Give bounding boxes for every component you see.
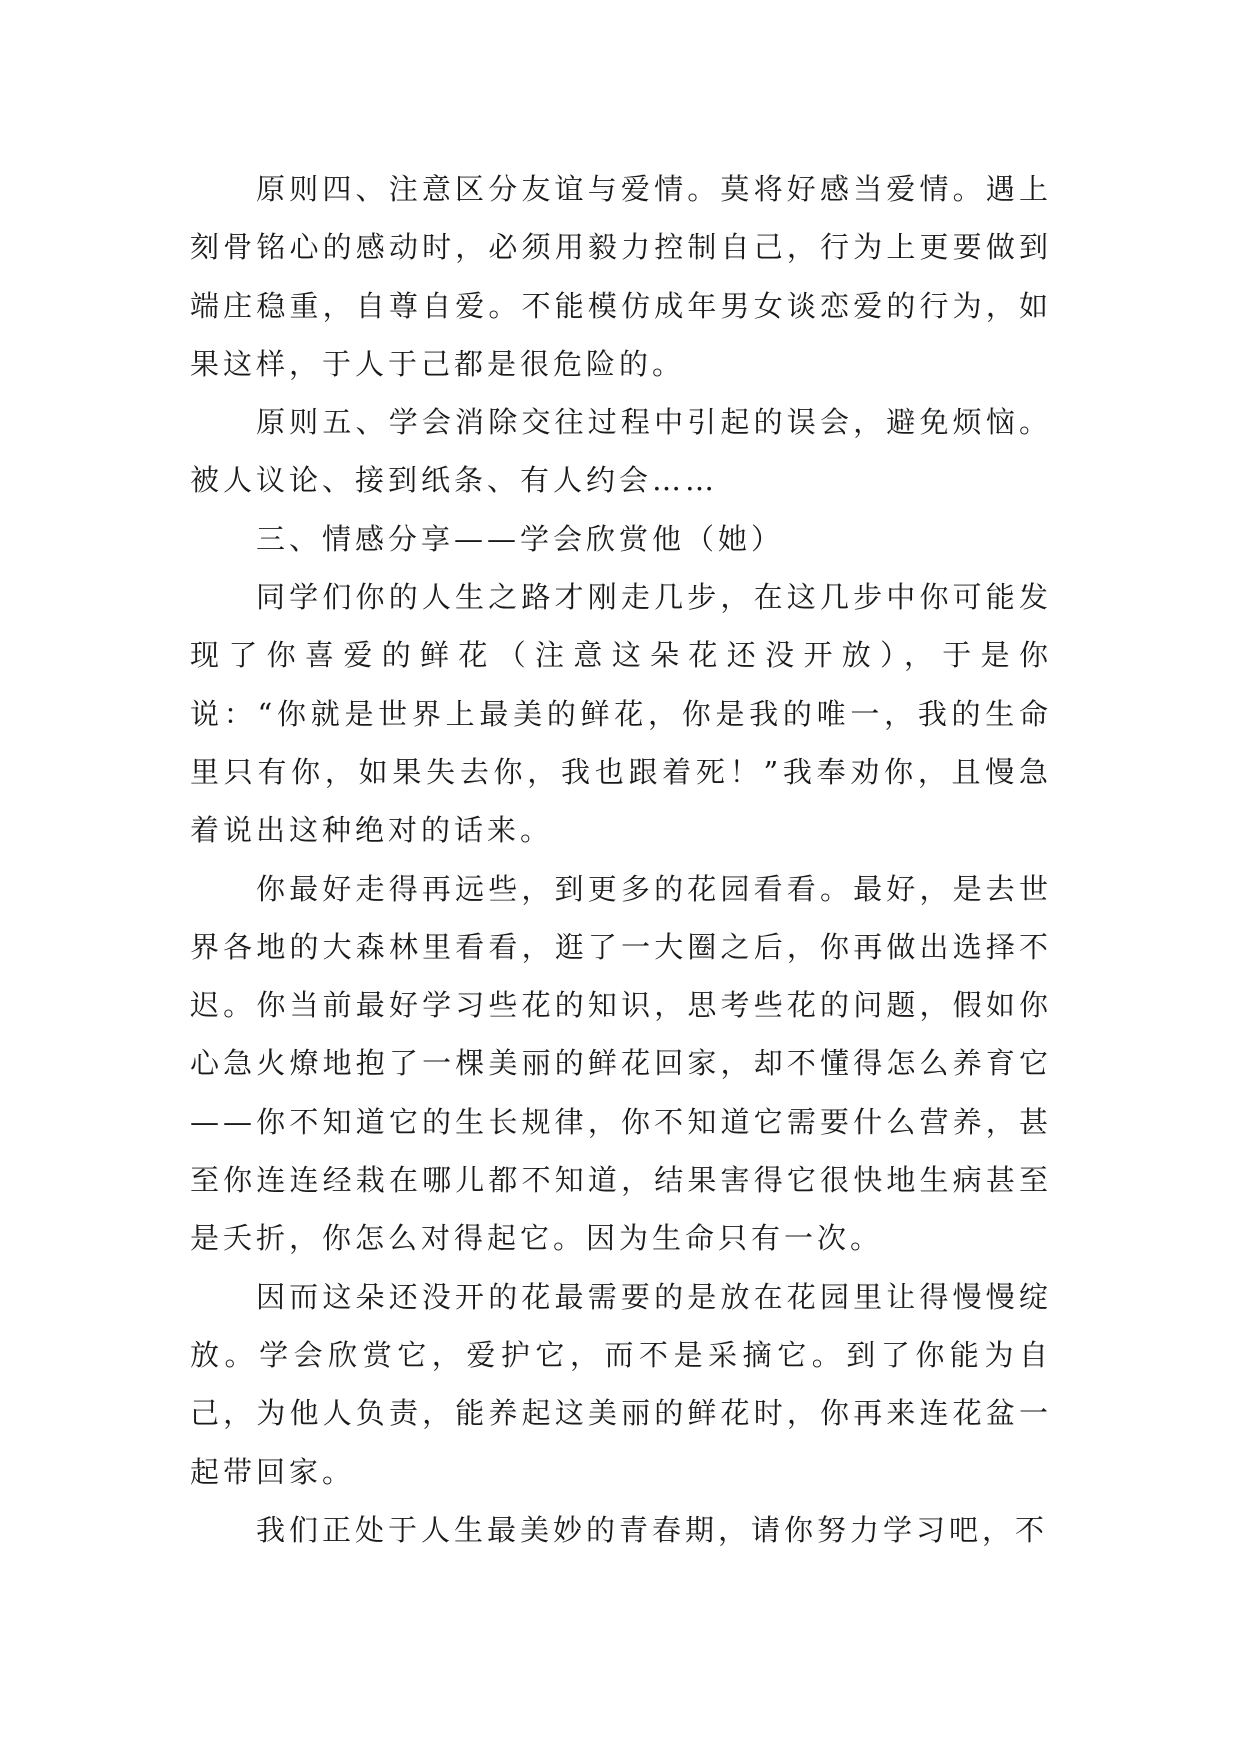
paragraph-principle-four: 原则四、注意区分友谊与爱情。莫将好感当爱情。遇上刻骨铭心的感动时，必须用毅力控制自己，行为上更要做到端庄稳重，自尊自爱。不能模仿成年男女谈恋爱的行为，如果这样，于人于己都是很危险的。 <box>190 172 1052 381</box>
document-page <box>190 160 1052 1559</box>
section-heading-emotion-sharing: 三、情感分享——学会欣赏他（她） <box>256 521 785 556</box>
paragraph-youth-study: 我们正处于人生最美妙的青春期，请你努力学习吧，不 <box>256 1512 1049 1547</box>
paragraph-flower-metaphor: 同学们你的人生之路才刚走几步，在这几步中你可能发现了你喜爱的鲜花（注意这朵花还没开放），于是你说：“你就是世界上最美的鲜花，你是我的唯一，我的生命里只有你，如果失去你，我也跟着死！”我奉劝你，且慢急着说出这种绝对的话来。 <box>190 580 1052 848</box>
paragraph-go-further: 你最好走得再远些，到更多的花园看看。最好，是去世界各地的大森林里看看，逛了一大圈之后，你再做出选择不迟。你当前最好学习些花的知识，思考些花的问题，假如你心急火燎地抱了一棵美丽的鲜花回家，却不懂得怎么养育它——你不知道它的生长规律，你不知道它需要什么营养，甚至你连连经栽在哪儿都不知道，结果害得它很快地生病甚至是夭折，你怎么对得起它。因为生命只有一次。 <box>190 871 1052 1256</box>
paragraph-principle-five: 原则五、学会消除交往过程中引起的误会，避免烦恼。被人议论、接到纸条、有人约会…… <box>190 405 1052 498</box>
paragraph-let-it-bloom: 因而这朵还没开的花最需要的是放在花园里让得慢慢绽放。学会欣赏它，爱护它，而不是采摘它。到了你能为自己，为他人负责，能养起这美丽的鲜花时，你再来连花盆一起带回家。 <box>190 1279 1052 1489</box>
